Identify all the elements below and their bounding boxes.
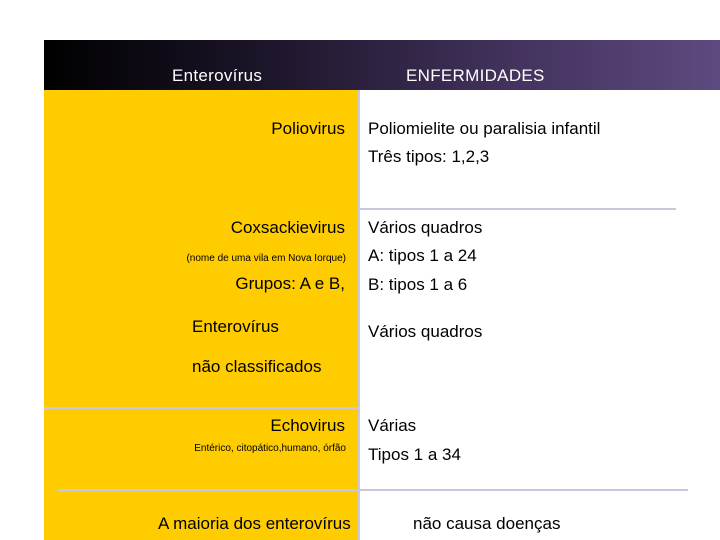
virus-poliovirus: Poliovirus <box>271 119 345 138</box>
row-divider-2 <box>44 407 360 409</box>
header-enterovirus: Enterovírus <box>172 66 263 85</box>
disease-varios-quadros-2: Vários quadros <box>368 322 483 341</box>
disease-polio-types: Três tipos: 1,2,3 <box>368 147 490 166</box>
disease-varios-quadros: Vários quadros <box>368 218 483 237</box>
coxsackie-groups: Grupos: A e B, <box>235 274 345 293</box>
disease-poliomielite: Poliomielite ou paralisia infantil <box>368 119 601 138</box>
disease-group-a: A: tipos 1 a 24 <box>368 246 477 265</box>
virus-echovirus: Echovirus <box>270 416 345 435</box>
header-enfermidades: ENFERMIDADES <box>406 66 545 85</box>
virus-enterovirus: Enterovírus <box>192 317 279 336</box>
column-divider <box>358 90 360 540</box>
footer-right: não causa doenças <box>413 514 561 533</box>
virus-nao-classificados: não classificados <box>192 357 322 376</box>
row-divider-1 <box>358 208 676 210</box>
disease-varias: Várias <box>368 416 417 435</box>
table-header <box>44 40 720 90</box>
virus-coxsackievirus: Coxsackievirus <box>230 218 345 237</box>
row-divider-3 <box>58 489 688 491</box>
coxsackie-note: (nome de uma vila em Nova Iorque) <box>186 253 346 264</box>
footer-left: A maioria dos enterovírus <box>158 514 351 533</box>
disease-echo-types: Tipos 1 a 34 <box>368 445 461 464</box>
disease-group-b: B: tipos 1 a 6 <box>368 275 468 294</box>
echovirus-note: Entérico, citopático,humano, órfão <box>194 443 346 454</box>
